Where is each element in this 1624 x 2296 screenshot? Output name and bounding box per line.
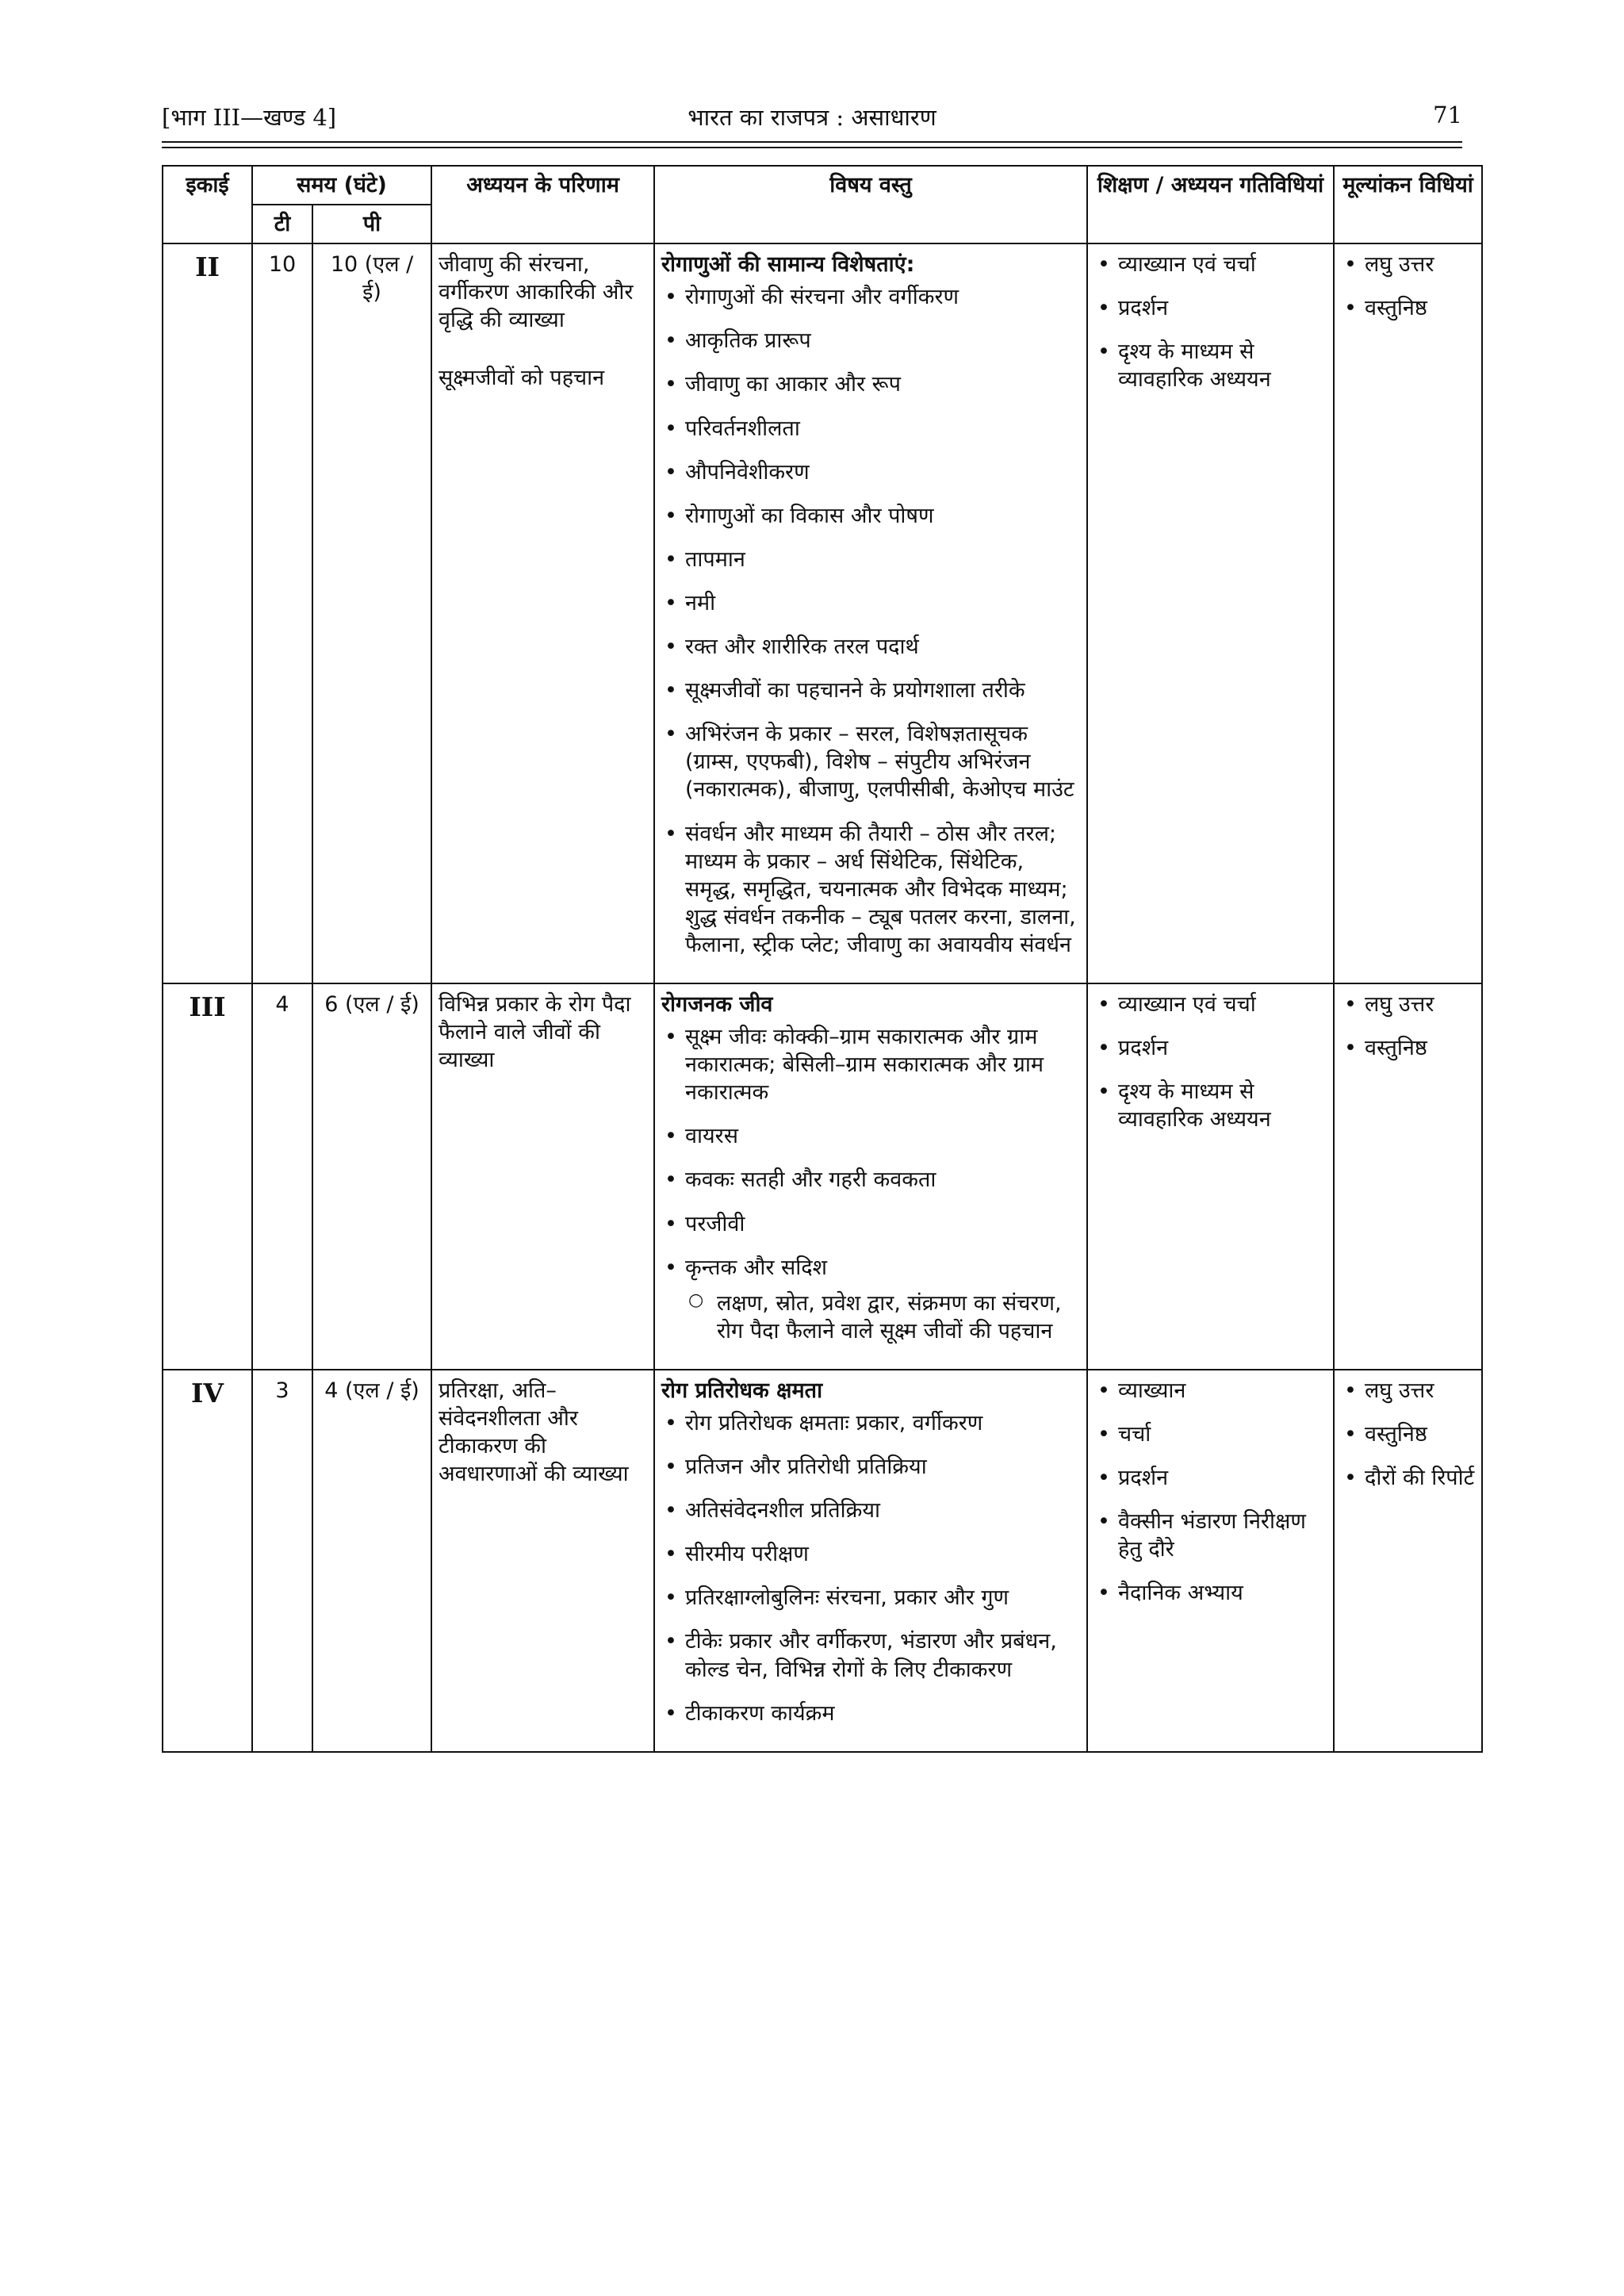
list-item: • सूक्ष्म जीवः कोक्की–ग्राम सकारात्मक और ग्राम नकारात्मक; बेसिली–ग्राम सकारात्मक और ग्राम नकारात्मक (661, 1023, 1080, 1106)
list-item-text: कृन्तक और सदिश (685, 1255, 827, 1280)
outcome-text: जीवाणु की संरचना, वर्गीकरण आकारिकी और वृद्धि की व्याख्या (439, 252, 634, 333)
content-cell (654, 983, 1087, 1370)
list-item: • रक्त और शारीरिक तरल पदार्थ (661, 633, 1080, 661)
list-item: • प्रतिजन और प्रतिरोधी प्रतिक्रिया (661, 1453, 1080, 1481)
list-item: • टीकेः प्रकार और वर्गीकरण, भंडारण और प्रबंधन, कोल्ड चेन, विभिन्न रोगों के लिए टीकाकरण (661, 1627, 1080, 1683)
list-item: • दृश्य के माध्यम से व्यावहारिक अध्ययन (1094, 1078, 1327, 1133)
list-item: • दृश्य के माध्यम से व्यावहारिक अध्ययन (1094, 338, 1327, 393)
list-item: • संवर्धन और माध्यम की तैयारी – ठोस और तरल; माध्यम के प्रकार – अर्ध सिंथेटिक, सिंथेटिक, समृद्ध, समृद्धित, चयनात्मक और विभेदक माध्यम; शुद्ध संवर्धन तकनीक – ट्यूब पतलर करना, डालना, फैलाना, स्ट्रीक प्लेट; जीवाणु का अवायवीय संवर्धन (661, 820, 1080, 959)
list-item: • रोगाणुओं का विकास और पोषण (661, 502, 1080, 530)
theory-hours: 3 (252, 1370, 312, 1752)
gazette-part-label: [भाग III—खण्ड 4] (162, 104, 337, 131)
header-unit: इकाई (163, 166, 252, 243)
list-item: • टीकाकरण कार्यक्रम (661, 1700, 1080, 1727)
list-item: • व्याख्यान एवं चर्चा (1094, 991, 1327, 1018)
table-row-unit-2 (163, 243, 1482, 983)
list-item: • औपनिवेशीकरण (661, 458, 1080, 486)
outcome-text: सूक्ष्मजीवों को पहचान (439, 366, 605, 391)
learning-outcomes (431, 983, 654, 1370)
table-row-unit-4 (163, 1370, 1482, 1752)
practical-hours: 4 (एल / ई) (312, 1370, 431, 1752)
list-item: • परिवर्तनशीलता (661, 415, 1080, 443)
unit-number: II (163, 243, 252, 983)
list-item: • वस्तुनिष्ठ (1341, 1420, 1475, 1448)
content-cell (654, 243, 1087, 983)
header-time-p: पी (312, 205, 431, 243)
learning-outcomes (431, 1370, 654, 1752)
header-outcomes: अध्ययन के परिणाम (431, 166, 654, 243)
syllabus-table (162, 165, 1483, 1753)
practical-hours: 10 (एल / ई) (312, 243, 431, 983)
activities-list (1094, 251, 1327, 393)
list-item: • अभिरंजन के प्रकार – सरल, विशेषज्ञतासूचक (ग्राम्स, एएफबी), विशेष – संपुटीय अभिरंजन (नकारात्मक), बीजाणु, एलपीसीबी, केओएच माउंट (661, 720, 1080, 803)
list-item: • वैक्सीन भंडारण निरीक्षण हेतु दौरे (1094, 1508, 1327, 1563)
learning-outcomes (431, 243, 654, 983)
page-header (162, 102, 1462, 136)
header-activities: शिक्षण / अध्ययन गतिविधियां (1087, 166, 1334, 243)
content-title: रोगाणुओं की सामान्य विशेषताएं: (661, 252, 915, 278)
list-item: • दौरों की रिपोर्ट (1341, 1464, 1475, 1492)
content-title: रोग प्रतिरोधक क्षमता (661, 1378, 823, 1403)
theory-hours: 10 (252, 243, 312, 983)
header-evaluation: मूल्यांकन विधियां (1334, 166, 1482, 243)
sub-list (685, 1290, 1080, 1345)
activities-cell (1087, 243, 1334, 983)
list-item: • प्रतिरक्षाग्लोबुलिनः संरचना, प्रकार और गुण (661, 1584, 1080, 1612)
list-item: • रोगाणुओं की संरचना और वर्गीकरण (661, 283, 1080, 311)
header-rule (162, 141, 1462, 143)
list-item: • तापमान (661, 546, 1080, 573)
activities-cell (1087, 1370, 1334, 1752)
list-item: • सीरमीय परीक्षण (661, 1540, 1080, 1568)
list-item: • कवकः सतही और गहरी कवकता (661, 1166, 1080, 1194)
list-item: • नैदानिक अभ्याय (1094, 1579, 1327, 1607)
list-item (661, 1254, 1080, 1345)
header-time-t: टी (252, 205, 312, 243)
list-item: • लघु उत्तर (1341, 991, 1475, 1018)
content-title: रोगजनक जीव (661, 991, 773, 1017)
evaluation-cell (1334, 243, 1482, 983)
list-item: • वस्तुनिष्ठ (1341, 1034, 1475, 1062)
sub-list-item: ○ लक्षण, स्रोत, प्रवेश द्वार, संक्रमण का संचरण, रोग पैदा फैलाने वाले सूक्ष्म जीवों की पहचान (685, 1290, 1080, 1345)
activities-cell (1087, 983, 1334, 1370)
activities-list (1094, 1377, 1327, 1608)
outcome-text: प्रतिरक्षा, अति– संवेदनशीलता और टीकाकरण की अवधारणाओं की व्याख्या (439, 1378, 629, 1487)
table-row-unit-3 (163, 983, 1482, 1370)
list-item: • सूक्ष्मजीवों का पहचानने के प्रयोगशाला तरीके (661, 677, 1080, 704)
outcome-text: विभिन्न प्रकार के रोग पैदा फैलाने वाले जीवों की व्याख्या (439, 991, 631, 1073)
list-item: • वस्तुनिष्ठ (1341, 294, 1475, 322)
evaluation-list (1341, 1377, 1475, 1492)
list-item: • लघु उत्तर (1341, 251, 1475, 278)
list-item: • आकृतिक प्रारूप (661, 327, 1080, 355)
table-header-row (163, 166, 1482, 205)
header-rule-second (162, 147, 1462, 148)
activities-list (1094, 991, 1327, 1133)
content-list (661, 283, 1080, 959)
list-item: • परजीवी (661, 1210, 1080, 1238)
list-item: • चर्चा (1094, 1420, 1327, 1448)
list-item: • जीवाणु का आकार और रूप (661, 370, 1080, 398)
evaluation-cell (1334, 1370, 1482, 1752)
list-item: • रोग प्रतिरोधक क्षमताः प्रकार, वर्गीकरण (661, 1409, 1080, 1437)
evaluation-list (1341, 251, 1475, 322)
unit-number: IV (163, 1370, 252, 1752)
header-time: समय (घंटे) (252, 166, 431, 205)
list-item: • लघु उत्तर (1341, 1377, 1475, 1405)
page-number: 71 (1433, 102, 1462, 128)
header-content: विषय वस्तु (654, 166, 1087, 243)
theory-hours: 4 (252, 983, 312, 1370)
list-item: • व्याख्यान एवं चर्चा (1094, 251, 1327, 278)
list-item: • व्याख्यान (1094, 1377, 1327, 1405)
list-item: • नमी (661, 589, 1080, 617)
list-item: • प्रदर्शन (1094, 1464, 1327, 1492)
unit-number: III (163, 983, 252, 1370)
content-cell (654, 1370, 1087, 1752)
list-item: • प्रदर्शन (1094, 1034, 1327, 1062)
evaluation-list (1341, 991, 1475, 1062)
list-item: • अतिसंवेदनशील प्रतिक्रिया (661, 1497, 1080, 1524)
gazette-title: भारत का राजपत्र : असाधारण (688, 104, 936, 131)
practical-hours: 6 (एल / ई) (312, 983, 431, 1370)
evaluation-cell (1334, 983, 1482, 1370)
list-item: • वायरस (661, 1122, 1080, 1150)
content-list (661, 1023, 1080, 1345)
content-list (661, 1409, 1080, 1727)
list-item: • प्रदर्शन (1094, 294, 1327, 322)
